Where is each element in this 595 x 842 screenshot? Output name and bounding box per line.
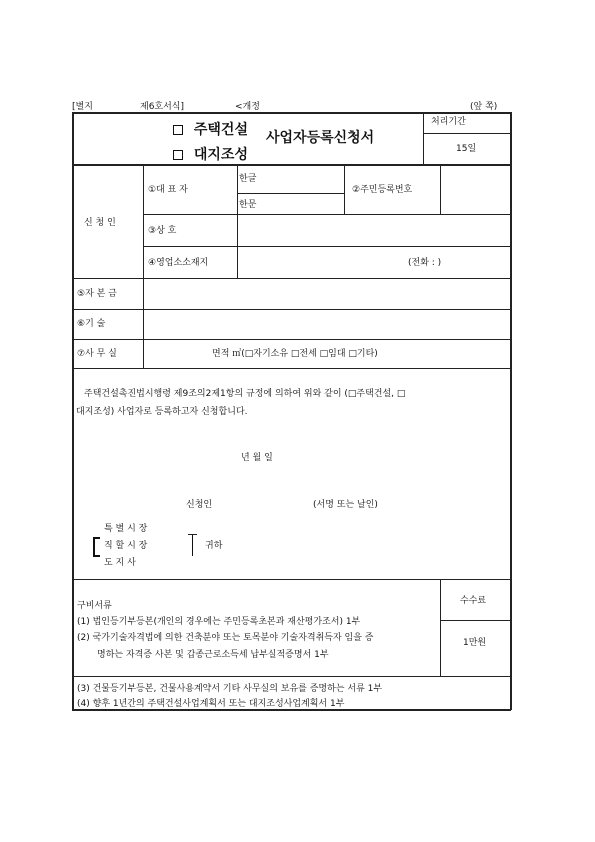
title-option-housing-label: 주택건설	[193, 122, 248, 138]
name-hanja-field[interactable]	[262, 195, 342, 213]
processing-period-label: 처리기간	[431, 117, 466, 127]
office-area-options: 면적 ㎡(□자기소유 □전세 □임대 □기타)	[212, 349, 378, 359]
office-label: ⑦사 무 실	[77, 349, 117, 359]
technology-field[interactable]	[145, 311, 509, 338]
name-hanja-label: 한문	[239, 200, 257, 210]
required-doc-1: (1) 법인등기부등본(개인의 경우에는 주민등록초본과 재산평가조서) 1부	[77, 617, 361, 627]
declaration-line-1: 주택건설촉진법시행령 제9조의2제1항의 규정에 의하여 위와 같이 (□주택건설, □	[84, 389, 406, 399]
form-number: 제6호서식]	[140, 102, 185, 112]
date-line: 년 월 일	[241, 453, 273, 463]
addressee-bracket	[93, 537, 100, 557]
honorific: 귀하	[205, 541, 223, 551]
capital-field[interactable]	[145, 280, 509, 308]
trade-name-field[interactable]	[239, 216, 509, 245]
addressee-special-city: 특 별 시 장	[104, 524, 148, 534]
fee-value: 1만원	[463, 638, 487, 648]
trade-name-label: ③상 호	[148, 226, 177, 236]
declaration-line-2: 대지조성) 사업자로 등록하고자 신청합니다.	[76, 407, 248, 417]
phone-label: (전화 : )	[408, 258, 442, 268]
addressee-right-bracket	[188, 534, 193, 556]
resident-number-label: ②주민등록번호	[352, 185, 413, 195]
required-doc-2a: (2) 국가기술자격법에 의한 건축분야 또는 토목분야 기술자격취득자 임을 증	[77, 633, 374, 643]
fee-label: 수수료	[460, 596, 487, 606]
office-address-field[interactable]	[239, 248, 399, 277]
technology-label: ⑥기 술	[77, 319, 106, 329]
required-doc-2b: 명하는 자격증 사본 및 갑종근로소득세 납부실적증명서 1부	[97, 650, 329, 660]
representative-label: ①대 표 자	[148, 185, 188, 195]
signer-label: 신청인	[186, 500, 213, 510]
addressee-direct-city: 직 할 시 장	[104, 541, 148, 551]
required-docs-title: 구비서류	[77, 601, 112, 611]
office-address-label: ④영업소소재지	[148, 258, 209, 268]
processing-period-value: 15일	[456, 144, 477, 154]
checkbox-icon[interactable]	[173, 150, 183, 160]
name-hangul-field[interactable]	[262, 166, 342, 192]
page-side: (앞 쪽)	[470, 102, 498, 112]
checkbox-icon[interactable]	[173, 125, 183, 135]
applicant-label: 신 청 인	[84, 218, 116, 228]
title-option-housing[interactable]	[173, 119, 248, 139]
addressee-underline	[188, 534, 197, 535]
form-revision: <개정	[235, 102, 260, 112]
resident-number-field[interactable]	[442, 166, 508, 213]
name-hangul-label: 한글	[239, 174, 257, 184]
addressee-province: 도 지 사	[104, 558, 136, 568]
form-annex: [별지	[72, 102, 93, 112]
required-doc-4: (4) 향후 1년간의 주택건설사업계획서 또는 대지조성사업계획서 1부	[77, 699, 345, 709]
capital-label: ⑤자 본 금	[77, 289, 117, 299]
form-title: 사업자등록신청서	[266, 130, 375, 146]
required-doc-3: (3) 건물등기부등본, 건물사용계약서 기타 사무실의 보유를 증명하는 서류 1부	[77, 684, 383, 694]
signature-note: (서명 또는 날인)	[313, 500, 378, 510]
title-option-land[interactable]	[173, 144, 248, 164]
title-option-land-label: 대지조성	[193, 147, 248, 163]
